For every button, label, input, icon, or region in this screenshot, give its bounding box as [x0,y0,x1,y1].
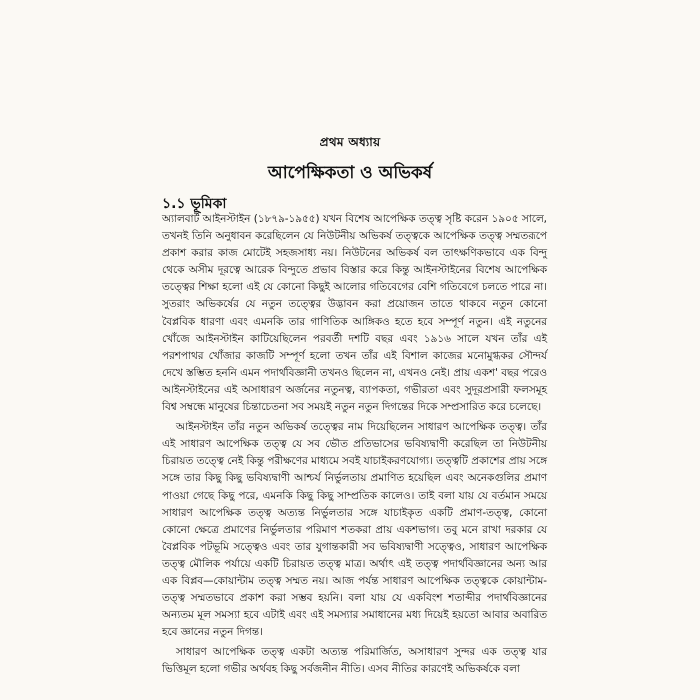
body-text [162,211,547,679]
paragraph-1: অ্যালবার্ট আইনস্টাইন (১৮৭৯-১৯৫৫) যখন বিশেষ আপেক্ষিক তত্ত্ব সৃষ্টি করেন ১৯০৫ সালে, তখনই তিনি অনুধাবন করেছিলেন যে নিউটনীয় অভিকর্ষ তত্ত্বকে আপেক্ষিক তত্ত্ব সম্মতরূপে প্রকাশ করার কাজ মোটেই সহজসাধ্য নয়। নিউটনের অভিকর্ষ বল তাৎক্ষণিকভাবে এক বিন্দু থেকে অসীম দূরত্বে আরেক বিন্দুতে প্রভাব বিস্তার করে কিন্তু আইনস্টাইনের বিশেষ আপেক্ষিক তত্ত্বের শিক্ষা হলো এই যে কোনো কিছুই আলোর গতিবেগের বেশি গতিবেগে চলতে পারে না। সুতরাং অভিকর্ষের যে নতুন তত্ত্বের উদ্ভাবন করা প্রয়োজন তাতে থাকবে নতুন কোনো বৈপ্লবিক ধারণা এবং এমনকি তার গাণিতিক আঙ্গিকও হতে হবে সম্পূর্ণ নতুন। এই নতুনের খোঁজে আইনস্টাইন কাটিয়েছিলেন পরবর্তী দশটি বছর এবং ১৯১৬ সালে যখন তাঁর এই পরশপাথর খোঁজার কাজটি সম্পূর্ণ হলো তখন তাঁর এই বিশাল কাজের মনোমুগ্ধকর সৌন্দর্য দেখে স্তম্ভিত হননি এমন পদার্থবিজ্ঞানী তখনও ছিলেন না, এখনও নেই। প্রায় একশ' বছর পরেও আইনস্টাইনের এই অসাধারণ অর্জনের নতুনত্ব, ব্যাপকতা, গভীরতা এবং সুদূরপ্রসারী ফলসমূহ বিশ্ব সম্বন্ধে মানুষের চিন্তাচেতনা সব সময়ই নতুন নতুন দিগন্তের দিকে সম্প্রসারিত করে চলেছে। [162,213,547,414]
chapter-title: আপেক্ষিকতা ও অভিকর্ষ [267,163,433,183]
chapter-label: প্রথম অধ্যায় [319,135,381,149]
paragraph-3: সাধারণ আপেক্ষিক তত্ত্ব একটা অত্যন্ত পরিমার্জিত, অসাধারণ সুন্দর এক তত্ত্ব যার ভিত্তিমূল হলো গভীর অর্থবহ কিছু সর্বজনীন নীতি। এসব নীতির কারণেই অভিকর্ষকে বলা [162,646,547,676]
paragraph-2: আইনস্টাইন তাঁর নতুন অভিকর্ষ তত্ত্বের নাম দিয়েছিলেন সাধারণ আপেক্ষিক তত্ত্ব। তাঁর এই সাধারণ আপেক্ষিক তত্ত্ব যে সব ভৌত প্রতিভাসের ভবিষ্যদ্বাণী করেছিল তা নিউটনীয় চিরায়ত তত্ত্বে নেই কিন্তু পরীক্ষণের মাধ্যমে সবই যাচাইকরণযোগ্য। তত্ত্বটি প্রকাশের প্রায় সঙ্গে সঙ্গে তার কিছু কিছু ভবিষ্যদ্বাণী আশ্চর্য নির্ভুলতায় প্রমাণিত হয়েছিল এবং অনেকগুলির প্রমাণ পাওয়া গেছে কিছু পরে, এমনকি কিছু কিছু সাম্প্রতিক কালেও। তাই বলা যায় যে বর্তমান সময়ে সাধারণ আপেক্ষিক তত্ত্ব অত্যন্ত নির্ভুলতার সঙ্গে যাচাইকৃত একটি প্রমাণ-তত্ত্ব, কোনো কোনো ক্ষেত্রে প্রমাণের নির্ভুলতার পরিমাণ শতকরা প্রায় একশভাগ। তবু মনে রাখা দরকার যে বৈপ্লবিক পটভূমি সত্ত্বেও এবং তার যুগান্তকারী সব ভবিষ্যদ্বাণী সত্ত্বেও, সাধারণ আপেক্ষিক তত্ত্ব মৌলিক পর্যায়ে একটি চিরায়ত তত্ত্ব মাত্র। অর্থাৎ এই তত্ত্ব পদার্থবিজ্ঞানের অন্য আর এক বিপ্লব—কোয়ান্টাম তত্ত্ব সম্মত নয়। আজ পর্যন্ত সাধারণ আপেক্ষিক তত্ত্বকে কোয়ান্টাম-তত্ত্ব সম্মতভাবে প্রকাশ করা সম্ভব হয়নি। বলা যায় যে একবিংশ শতাব্দীর পদার্থবিজ্ঞানের অন্যতম মূল সমস্যা হবে এটাই এবং এই সমস্যার সমাধানের মধ্য দিয়েই হয়তো আবার অবারিত হবে জ্ঞানের নতুন দিগন্ত। [162,421,547,639]
section-heading: ১.১ ভূমিকা [162,196,227,212]
